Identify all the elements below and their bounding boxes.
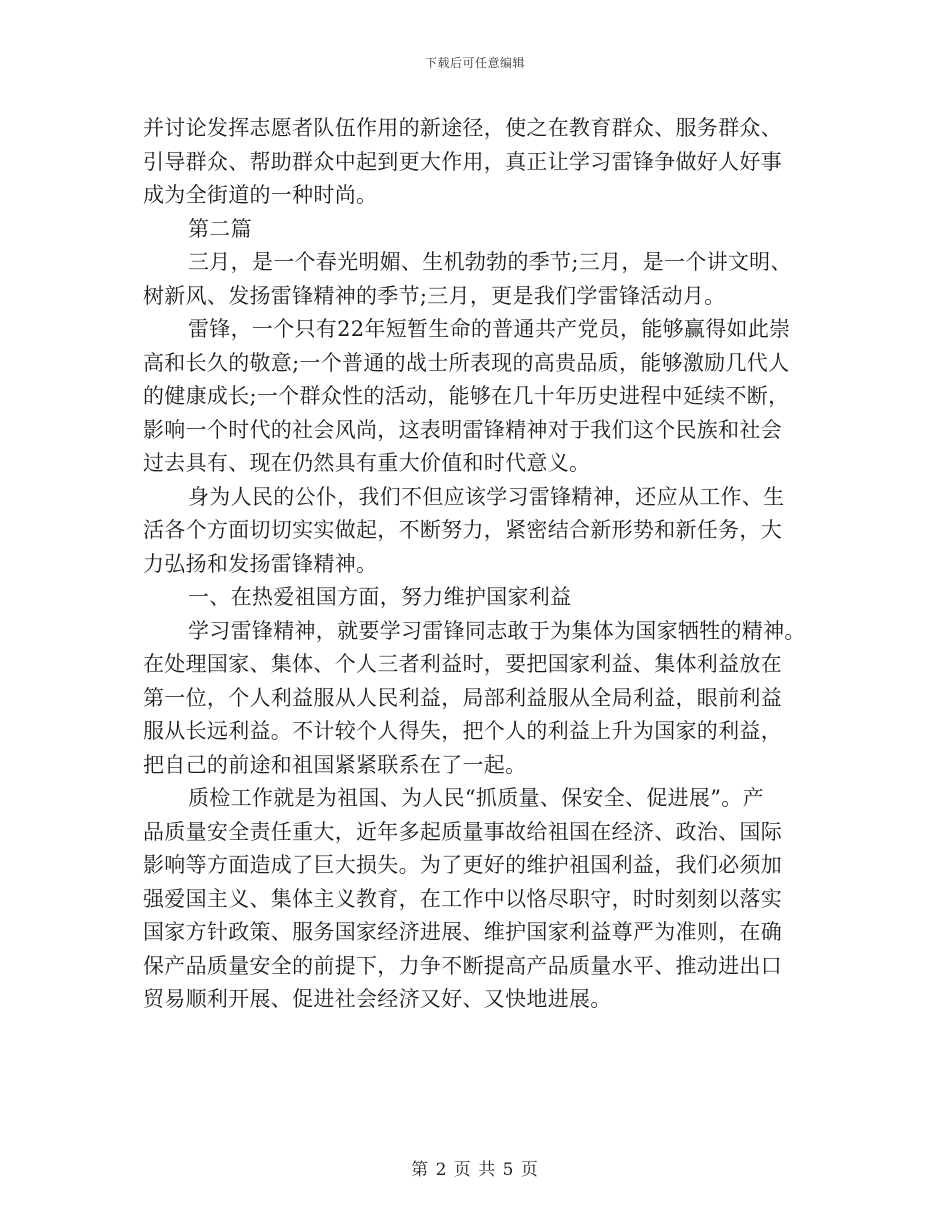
text-line: 影响一个时代的社会风尚，这表明雷锋精神对于我们这个民族和社会 xyxy=(143,417,782,442)
text-line: 强爱国主义、集体主义教育，在工作中以恪尽职守，时时刻刻以落实 xyxy=(143,886,782,911)
text-line: 活各个方面切切实实做起，不断努力，紧密结合新形势和新任务，大 xyxy=(143,518,782,542)
text-line: 质检工作就是为祖国、为人民“抓质量、保安全、促进展”。产 xyxy=(188,786,764,810)
text-line: 的健康成长;一个群众性的活动，能够在几十年历史进程中延续不断， xyxy=(143,384,790,408)
text-line: 影响等方面造成了巨大损失。为了更好的维护祖国利益，我们必须加 xyxy=(143,853,782,877)
section-heading: 第二篇 xyxy=(188,216,252,241)
text-line: 品质量安全责任重大，近年多起质量事故给祖国在经济、政治、国际 xyxy=(143,819,782,844)
text-line: 树新风、发扬雷锋精神的季节;三月，更是我们学雷锋活动月。 xyxy=(143,283,726,308)
text-line: 学习雷锋精神，就要学习雷锋同志敢于为集体为国家牺牲的精神。 xyxy=(188,618,806,643)
text-line: 引导群众、帮助群众中起到更大作用，真正让学习雷锋争做好人好事 xyxy=(143,149,782,174)
text-line: 国家方针政策、服务国家经济进展、维护国家利益尊严为准则，在确 xyxy=(143,920,782,944)
text-line: 并讨论发挥志愿者队伍作用的新途径，使之在教育群众、服务群众、 xyxy=(143,116,782,140)
text-line: 高和长久的敬意;一个普通的战士所表现的高贵品质，能够激励几代人 xyxy=(143,350,790,375)
subsection-heading: 一、在热爱祖国方面，努力维护国家利益 xyxy=(188,585,572,609)
text-line: 在处理国家、集体、个人三者利益时，要把国家利益、集体利益放在 xyxy=(143,652,782,676)
text-line: 第一位，个人利益服从人民利益，局部利益服从全局利益，眼前利益 xyxy=(143,685,782,710)
text-line: 力弘扬和发扬雷锋精神。 xyxy=(143,551,378,576)
page-number: 第 2 页 共 5 页 xyxy=(411,1160,539,1180)
text-line: 保产品质量安全的前提下，力争不断提高产品质量水平、推动进出口 xyxy=(143,953,782,978)
text-line: 过去具有、现在仍然具有重大价值和时代意义。 xyxy=(143,451,591,475)
text-line: 三月，是一个春光明媚、生机勃勃的季节;三月，是一个讲文明、 xyxy=(188,250,792,274)
text-line: 把自己的前途和祖国紧紧联系在了一起。 xyxy=(143,752,527,777)
text-line: 雷锋，一个只有22年短暂生命的普通共产党员，能够赢得如此崇 xyxy=(188,317,791,341)
body-text xyxy=(143,112,808,1017)
text-line: 服从长远利益。不计较个人得失，把个人的利益上升为国家的利益， xyxy=(143,719,782,743)
text-line: 成为全街道的一种时尚。 xyxy=(143,183,378,207)
header-note: 下载后可任意编辑 xyxy=(424,56,525,70)
text-line: 贸易顺利开展、促进社会经济又好、又快地进展。 xyxy=(143,987,612,1011)
text-line: 身为人民的公仆，我们不但应该学习雷锋精神，还应从工作、生 xyxy=(188,484,785,509)
